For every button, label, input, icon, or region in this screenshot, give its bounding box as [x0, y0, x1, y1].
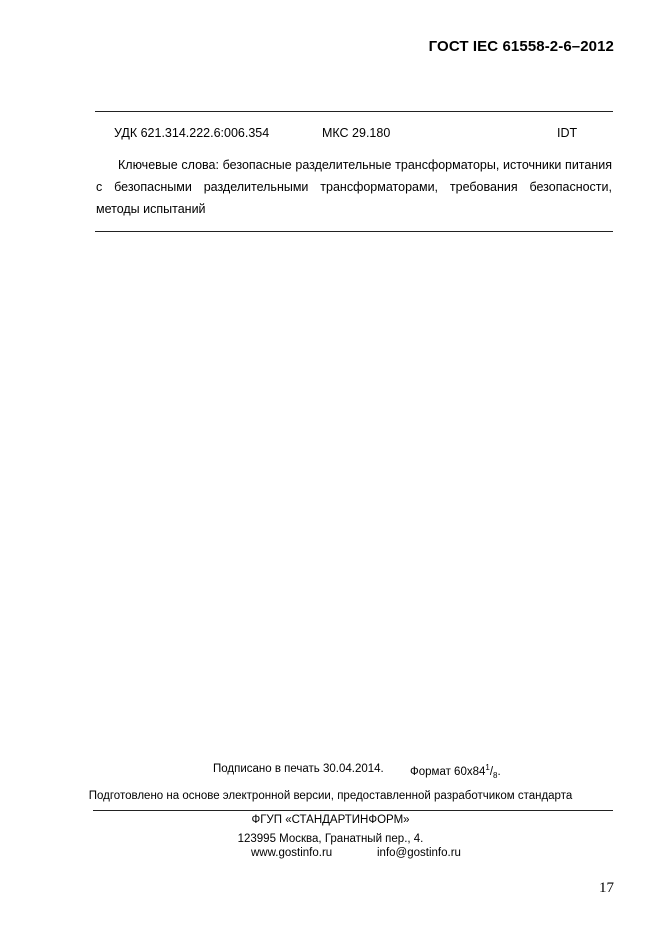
- imprint-divider: [93, 810, 613, 811]
- publisher-name: ФГУП «СТАНДАРТИНФОРМ»: [251, 814, 410, 826]
- email-link[interactable]: info@gostinfo.ru: [377, 847, 461, 859]
- publisher-address: 123995 Москва, Гранатный пер., 4.: [237, 833, 424, 845]
- signed-date: Подписано в печать 30.04.2014.: [213, 763, 384, 775]
- page-number: 17: [599, 880, 614, 896]
- idt-label: IDT: [557, 126, 578, 140]
- paper-format-suffix: .: [497, 765, 501, 778]
- mks-code: МКС 29.180: [322, 126, 391, 140]
- keywords-divider: [95, 231, 613, 232]
- paper-format-prefix: Формат 60x84: [410, 765, 486, 778]
- paper-format-sub: 8: [493, 771, 498, 781]
- keywords-text: безопасные разделительные трансформаторы, источники питания с безопасными разделительными трансформаторами, требования безопасности, методы испытаний: [96, 158, 612, 216]
- standard-code: ГОСТ IEC 61558-2-6–2012: [428, 38, 614, 55]
- prepared-note: Подготовлено на основе электронной версии, предоставленной разработчиком стандарта: [88, 790, 573, 802]
- keywords-paragraph: [96, 154, 612, 220]
- keywords-label: Ключевые слова:: [118, 158, 219, 172]
- website-link[interactable]: www.gostinfo.ru: [251, 847, 333, 859]
- paper-format-sup: 1: [485, 763, 490, 772]
- top-divider: [95, 111, 613, 112]
- udk-code: УДК 621.314.222.6:006.354: [114, 126, 270, 140]
- paper-format: Формат $60x84^1/_8$.: [410, 763, 501, 781]
